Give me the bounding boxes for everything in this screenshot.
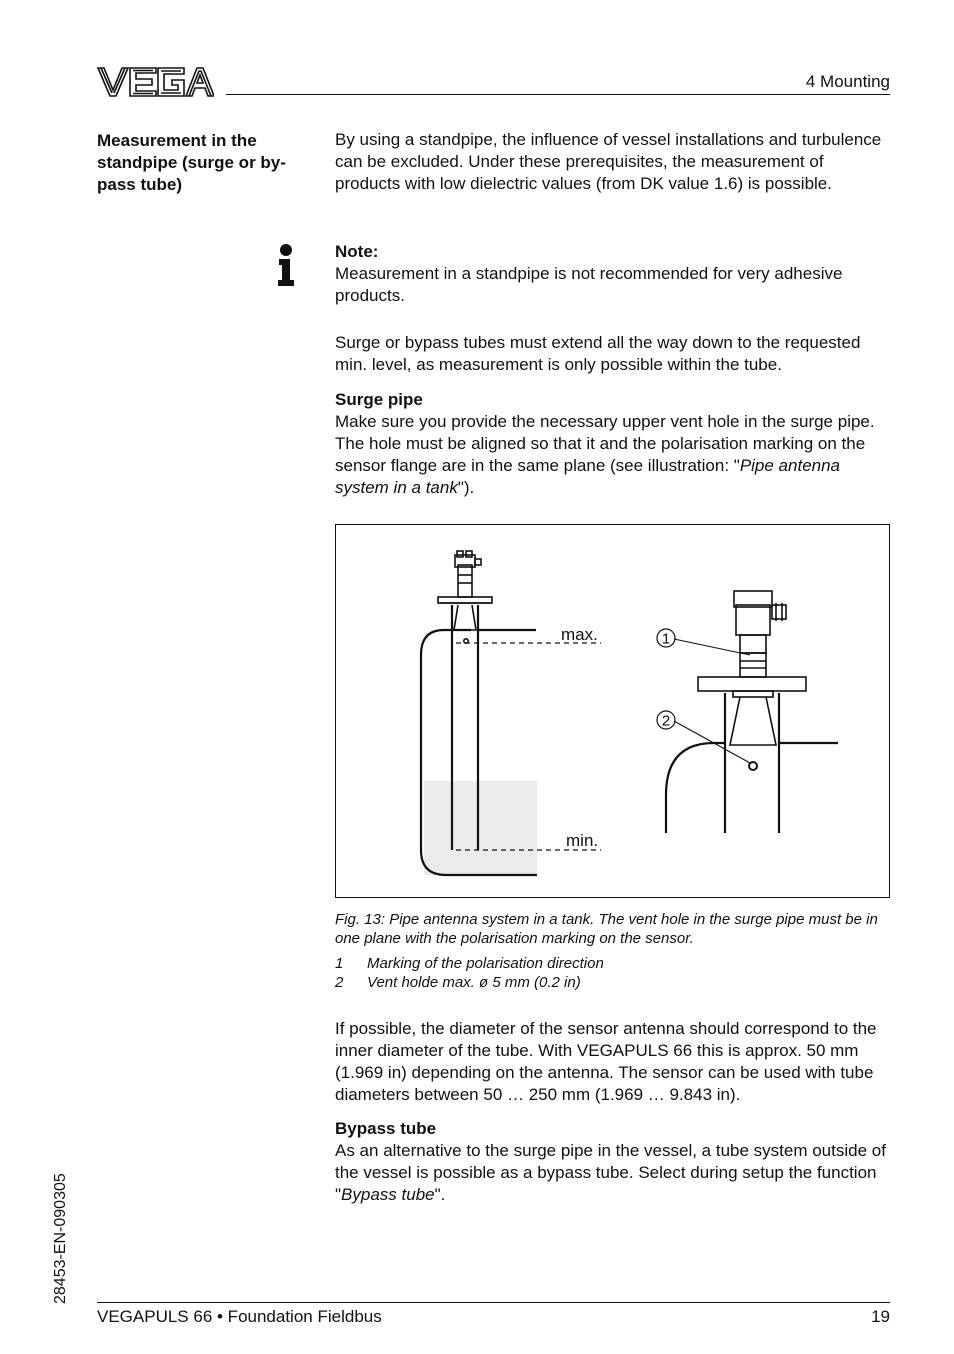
bypass-text-b: ". <box>434 1185 446 1204</box>
flange <box>438 597 492 603</box>
footer-product: VEGAPULS 66 • Foundation Fieldbus <box>97 1307 382 1326</box>
callout-1-label: 1 <box>661 630 671 648</box>
document-number-text: 28453-EN-090305 <box>52 1173 69 1304</box>
legend-number: 2 <box>335 974 344 991</box>
bypass-text-em: Bypass tube <box>341 1185 435 1204</box>
tube-paragraph <box>335 332 891 376</box>
intro-text: By using a standpipe, the influence of vessel installations and turbulence can be excluded. Under these prerequisites, the measurement of products with low dielectric values (from DK value 1.6) is possible. <box>335 130 882 193</box>
tube-text: Surge or bypass tubes must extend all the way down to the requested min. level, as measurement is only possible within the tube. <box>335 333 861 374</box>
legend-item <box>335 954 891 973</box>
detail-horn <box>730 697 776 745</box>
note-title: Note: <box>335 242 379 261</box>
surge-text-b: "). <box>457 478 475 497</box>
bypass-block <box>335 1118 891 1206</box>
diameter-paragraph <box>335 1018 891 1106</box>
bypass-text-a: As an alternative to the surge pipe in the vessel, a tube system outside of the vessel is possible as a bypass tube. Select during setup the function " <box>335 1141 886 1204</box>
legend-item <box>335 973 891 992</box>
vega-logo <box>96 66 214 98</box>
surge-text-a: Make sure you provide the necessary upper vent hole in the surge pipe. The hole must be aligned so that it and the polarisation marking on the sensor flange are in the same plane (see illustration: " <box>335 412 875 475</box>
figure-caption: Fig. 13: Pipe antenna system in a tank. The vent hole in the surge pipe must be in one plane with the polarisation marking on the sensor. <box>335 911 878 947</box>
detail-flange <box>698 677 806 691</box>
bypass-text <box>335 1140 891 1206</box>
max-label: max. <box>561 625 598 644</box>
callout-2-label: 2 <box>661 712 671 730</box>
liquid-fill <box>424 781 537 875</box>
sensor-housing <box>458 565 472 597</box>
figure-legend <box>335 954 891 992</box>
chapter-heading: 4 Mounting <box>805 72 890 91</box>
min-label: min. <box>566 831 599 850</box>
surge-pipe-text <box>335 411 891 499</box>
surge-text-em: Pipe antenna system in a tank <box>335 456 841 497</box>
diameter-text: If possible, the diameter of the sensor antenna should correspond to the inner diameter of the tube. With VEGAPULS 66 this is approx. 50 mm (1.969 in) depending on the antenna. The sensor can be used with tube diameters between 50 … 250 mm (1.969 … 9.843 in). <box>335 1019 877 1104</box>
horn-antenna <box>454 605 476 630</box>
legend-text: Vent holde max. ø 5 mm (0.2 in) <box>367 974 581 991</box>
detail-sensor-housing <box>736 605 770 635</box>
page-number: 19 <box>871 1307 890 1326</box>
footer-rule <box>97 1302 890 1303</box>
legend-number: 1 <box>335 955 344 972</box>
info-icon <box>276 244 296 286</box>
intro-paragraph <box>335 129 891 195</box>
detail-vessel-wall <box>666 743 725 833</box>
vent-hole-detail <box>749 762 757 770</box>
figure-box <box>335 524 890 898</box>
section-side-heading: Measurement in the standpipe (surge or by-pass tube) <box>97 131 286 194</box>
header-rule <box>226 94 890 95</box>
bypass-title: Bypass tube <box>335 1119 437 1138</box>
note-block <box>335 241 891 307</box>
surge-pipe-block <box>335 389 891 499</box>
note-text: Measurement in a standpipe is not recommended for very adhesive products. <box>335 264 843 305</box>
document-number <box>52 1158 72 1304</box>
pipe-antenna-illustration <box>336 525 889 897</box>
surge-pipe-title: Surge pipe <box>335 390 423 409</box>
legend-text: Marking of the polarisation direction <box>367 955 604 972</box>
